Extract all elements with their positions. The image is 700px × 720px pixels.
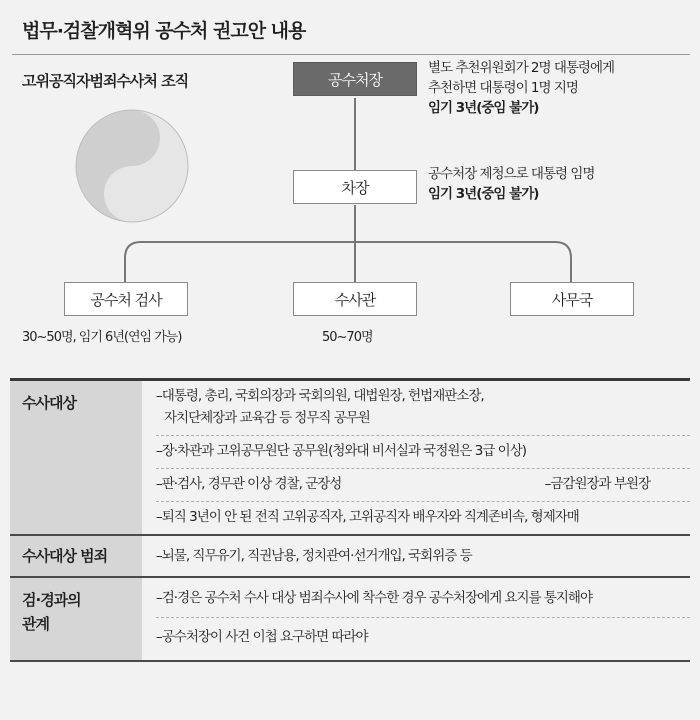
list-item: –뇌물, 직무유기, 직권남용, 정치관여·선거개입, 국회위증 등 [156, 548, 472, 564]
list-item [156, 469, 690, 502]
deputy-box: 차장 [293, 170, 417, 204]
target-item-3b: –금감원장과 부원장 [544, 476, 650, 492]
deputy-note [428, 164, 594, 204]
row-label-relation-line1: 검·경과의 [22, 591, 81, 609]
table-row [10, 576, 690, 660]
deputy-term: 임기 3년(중임 불가) [428, 186, 539, 202]
chief-box: 공수처장 [293, 62, 417, 96]
target-item-1a: –대통령, 총리, 국회의장과 국회의원, 대법원장, 헌법재판소장, [156, 388, 484, 404]
investigator-count: 50~70명 [322, 330, 373, 345]
table-row [10, 381, 690, 534]
deputy-note-line1: 공수처장 제청으로 대통령 임명 [428, 166, 595, 182]
chief-note-line1: 별도 추천위원회가 2명 대통령에게 [428, 60, 615, 76]
list-item: –퇴직 3년이 안 된 전직 고위공직자, 고위공직자 배우자와 직계존비속, 형제자매 [156, 509, 579, 525]
list-item [156, 381, 690, 436]
table-bottom-rule [10, 660, 690, 662]
chief-term: 임기 3년(중임 불가) [428, 100, 539, 116]
page-title: 법무·검찰개혁위 공수처 권고안 내용 [22, 20, 306, 42]
row-body-crimes [142, 536, 690, 576]
list-item: –공수처장이 사건 이첩 요구하면 따라야 [156, 629, 368, 645]
list-item: –검·경은 공수처 수사 대상 범죄수사에 착수한 경우 공수처장에게 요지를 통지해야 [156, 578, 690, 618]
target-item-1b: 자치단체장과 교육감 등 정무직 공무원 [164, 410, 370, 426]
info-table [10, 378, 690, 662]
prosecutor-count: 30~50명, 임기 6년(연임 가능) [22, 330, 182, 345]
row-body-relation [142, 578, 690, 660]
list-item: –장·차관과 고위공무원단 공무원(청와대 비서실과 국정원은 3급 이상) [156, 436, 690, 469]
target-item-3a: –판·검사, 경무관 이상 경찰, 군장성 [156, 476, 342, 492]
prosecutor-box: 공수처 검사 [64, 282, 188, 316]
secretariat-box: 사무국 [510, 282, 634, 316]
row-label-relation [10, 578, 142, 660]
investigator-box: 수사관 [293, 282, 417, 316]
chief-note [428, 58, 614, 118]
row-label-relation-line2: 관계 [22, 615, 49, 633]
org-subtitle: 고위공직자범죄수사처 조직 [22, 72, 189, 90]
table-row [10, 534, 690, 576]
row-label-targets: 수사대상 [10, 381, 142, 534]
chief-note-line2: 추천하면 대통령이 1명 지명 [428, 80, 578, 96]
row-label-crimes: 수사대상 범죄 [10, 536, 142, 576]
row-body-targets [142, 381, 690, 534]
